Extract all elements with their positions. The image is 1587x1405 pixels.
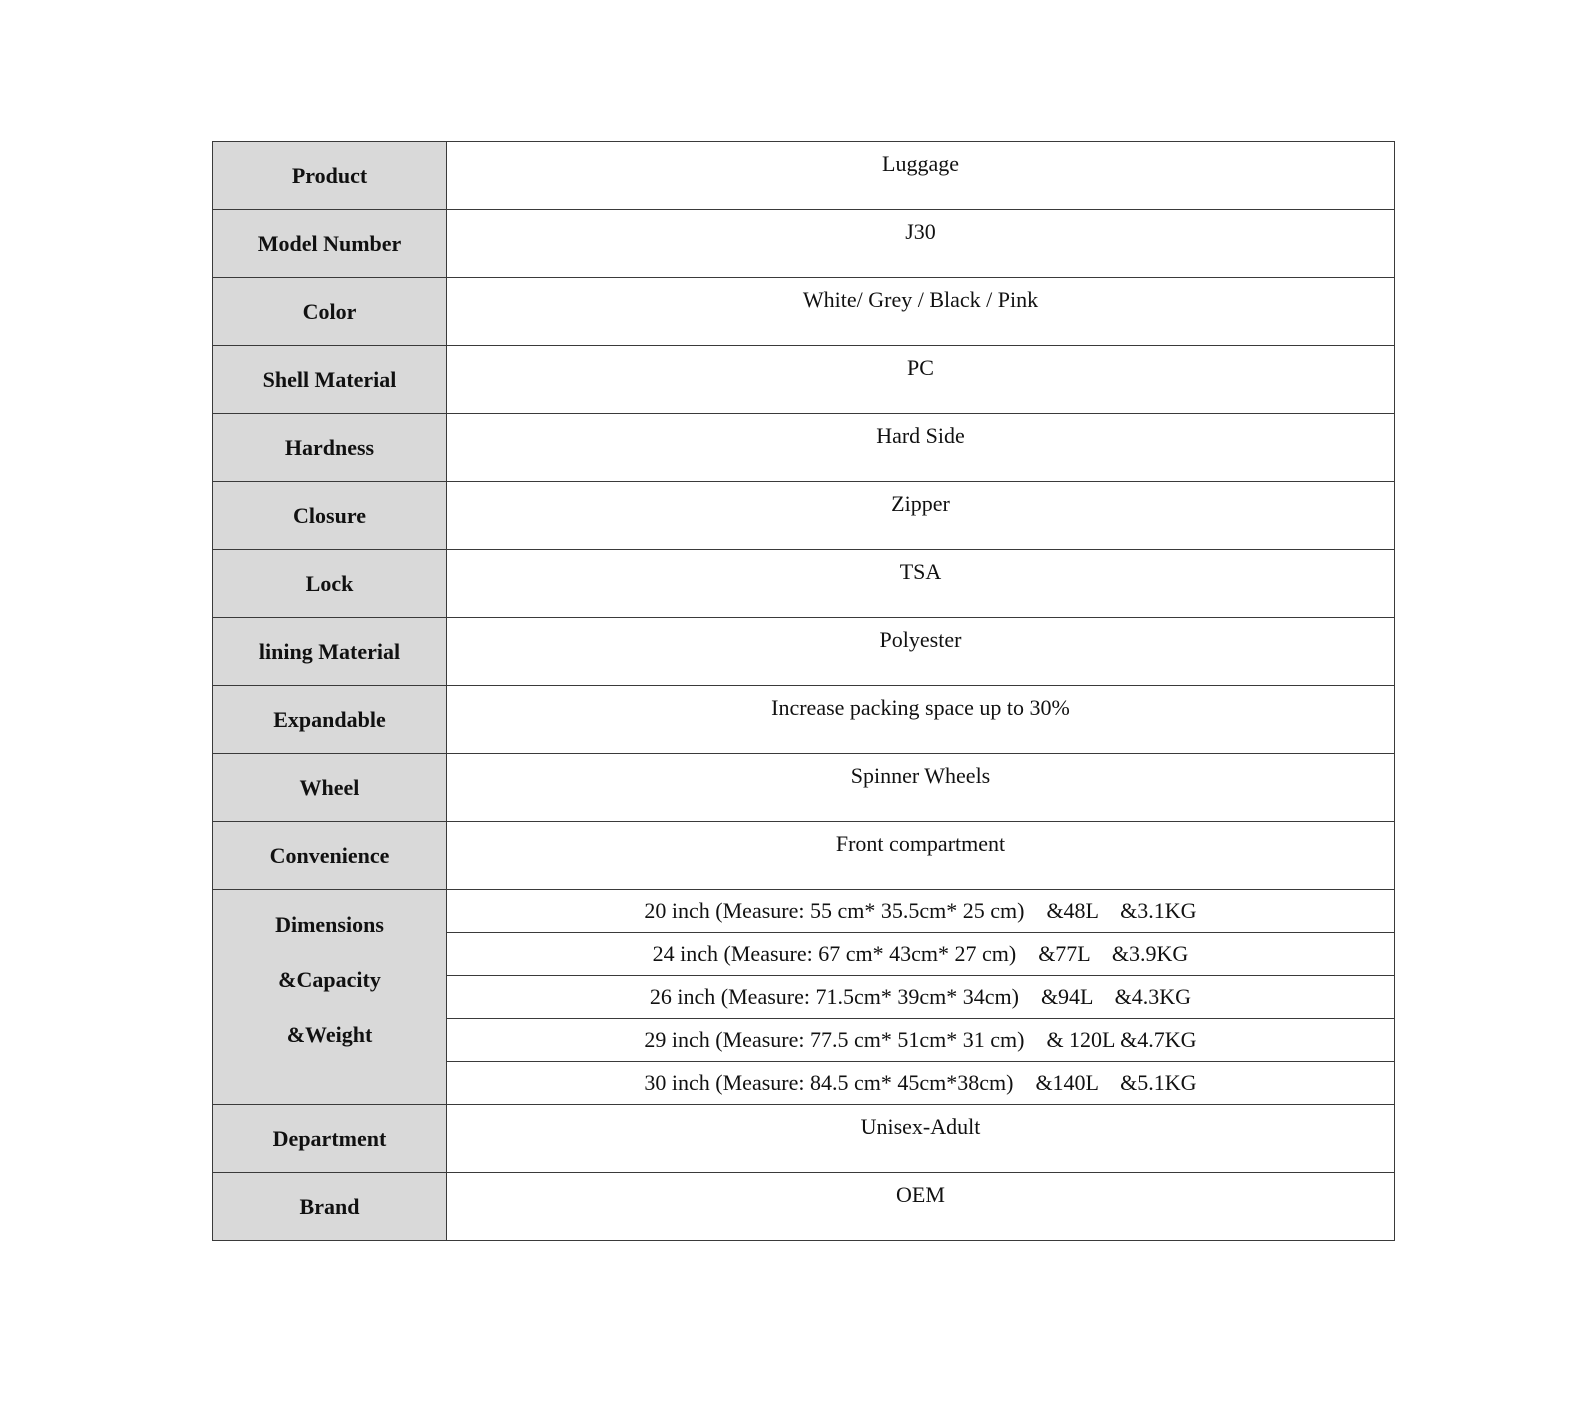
spec-row-shell-material	[213, 346, 1395, 414]
spec-value: PC	[447, 346, 1395, 414]
dimension-size: 29 inch (Measure: 77.5 cm* 51cm* 31 cm)	[644, 1027, 1025, 1052]
dimension-capacity: &77L	[1038, 941, 1090, 966]
spec-label: Brand	[213, 1173, 447, 1241]
spec-label: Model Number	[213, 210, 447, 278]
dimension-row	[213, 890, 1395, 933]
spec-value: OEM	[447, 1173, 1395, 1241]
spec-label: Shell Material	[213, 346, 447, 414]
dimensions-label-line: &Weight	[286, 1022, 373, 1047]
dimensions-label-line: &Capacity	[278, 967, 381, 992]
spec-label: Product	[213, 142, 447, 210]
spec-value: White/ Grey / Black / Pink	[447, 278, 1395, 346]
spec-row-lining-material	[213, 618, 1395, 686]
dimension-capacity: &48L	[1046, 898, 1099, 923]
spec-label: lining Material	[213, 618, 447, 686]
dimension-size: 26 inch (Measure: 71.5cm* 39cm* 34cm)	[649, 984, 1019, 1009]
spec-row-convenience	[213, 822, 1395, 890]
spec-label: Closure	[213, 482, 447, 550]
dimension-size: 30 inch (Measure: 84.5 cm* 45cm*38cm)	[644, 1070, 1014, 1095]
spec-value: Polyester	[447, 618, 1395, 686]
spec-row-department	[213, 1105, 1395, 1173]
spec-row-lock	[213, 550, 1395, 618]
dimension-size: 24 inch (Measure: 67 cm* 43cm* 27 cm)	[652, 941, 1017, 966]
spec-value: Zipper	[447, 482, 1395, 550]
spec-row-wheel	[213, 754, 1395, 822]
dimension-weight: &4.3KG	[1114, 984, 1192, 1009]
spec-row-product	[213, 142, 1395, 210]
spec-value: J30	[447, 210, 1395, 278]
spec-label: Hardness	[213, 414, 447, 482]
spec-label: Department	[213, 1105, 447, 1173]
spec-row-expandable	[213, 686, 1395, 754]
spec-value: Spinner Wheels	[447, 754, 1395, 822]
dimension-value	[447, 933, 1395, 976]
dimension-weight: &5.1KG	[1120, 1070, 1197, 1095]
spec-value: Luggage	[447, 142, 1395, 210]
dimensions-label-line: Dimensions	[275, 912, 384, 937]
spec-row-hardness	[213, 414, 1395, 482]
dimension-value	[447, 890, 1395, 933]
spec-label: Expandable	[213, 686, 447, 754]
spec-value: Unisex-Adult	[447, 1105, 1395, 1173]
dimension-weight: &4.7KG	[1120, 1027, 1197, 1052]
dimension-capacity: & 120L	[1046, 1027, 1115, 1052]
dimension-capacity: &94L	[1040, 984, 1093, 1009]
spec-value: Front compartment	[447, 822, 1395, 890]
spec-value: Hard Side	[447, 414, 1395, 482]
dimension-value	[447, 976, 1395, 1019]
dimension-value	[447, 1062, 1395, 1105]
dimension-weight: &3.9KG	[1111, 941, 1189, 966]
dimension-size: 20 inch (Measure: 55 cm* 35.5cm* 25 cm)	[644, 898, 1025, 923]
dimension-weight: &3.1KG	[1120, 898, 1197, 923]
spec-row-color	[213, 278, 1395, 346]
dimension-value	[447, 1019, 1395, 1062]
spec-label: Lock	[213, 550, 447, 618]
spec-row-brand	[213, 1173, 1395, 1241]
spec-value: Increase packing space up to 30%	[447, 686, 1395, 754]
spec-label: Wheel	[213, 754, 447, 822]
spec-label: Convenience	[213, 822, 447, 890]
spec-label: Color	[213, 278, 447, 346]
dimension-capacity: &140L	[1035, 1070, 1099, 1095]
spec-value: TSA	[447, 550, 1395, 618]
product-spec-table	[212, 141, 1395, 1241]
spec-row-closure	[213, 482, 1395, 550]
spec-row-model-number	[213, 210, 1395, 278]
dimensions-label	[213, 890, 447, 1105]
